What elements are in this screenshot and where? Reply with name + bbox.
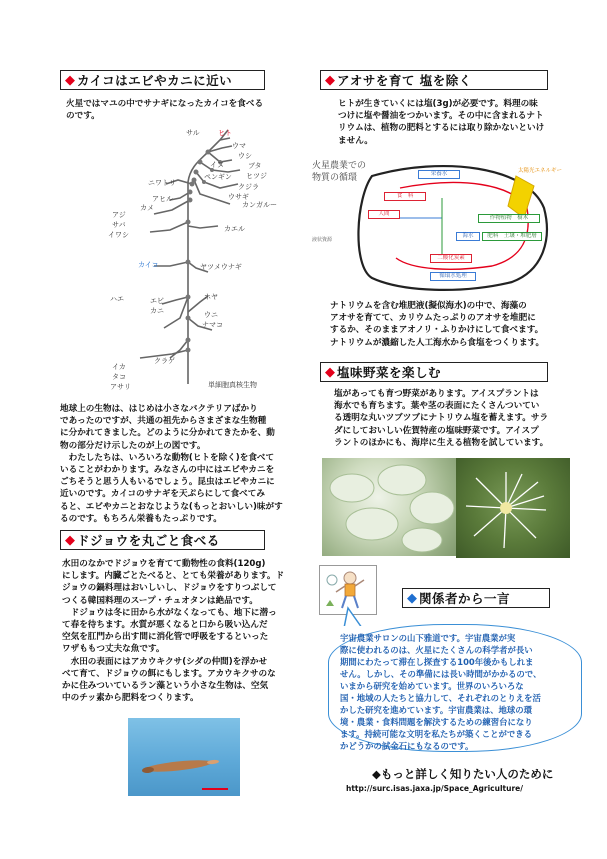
tree-label: カニ [150, 307, 164, 315]
loach-image [128, 718, 240, 796]
sea-body: ナトリウムを含む堆肥液(擬似海水)の中で、海藻の アオサを育てて、カリウムたっぷりのアオサを堆肥に するか、そのままアオノリ・ふりかけにして食べます。 ナトリウムが濃縮した人工海水から食塩をつくります。 [330, 301, 545, 348]
material-cycle-diagram [312, 158, 568, 298]
tree-label: カメ [140, 204, 154, 212]
silkworm-body: 地球上の生物は、はじめは小さなバクテリアばかり であったのですが、共通の祖先からさまざまな生物種 に分かれてきました。どのように分かれてきたかを、動 物の部分だけ示したのが上の図です。 わたしたちは、いろいろな動物(ヒトを除く)を食べて いることがわかります。みなさんの中にはエビやカニを ごちそうと思う人もいるでしょう。昆虫はエビやカニに 近いのです。カイコのサナギを天ぷらにして食べてみ ると、エビやカニとおなじような(もっとおいしい)味がす るのです。もちろん栄養もたっぷりです。 [60, 404, 283, 524]
tree-label: カンガルー [242, 201, 277, 209]
loach-photo [128, 718, 240, 796]
tree-label: ナマコ [202, 321, 223, 329]
tree-label: ウマ [232, 142, 246, 150]
cycle-box-top: 栄養水 [418, 170, 460, 179]
tree-label: ホヤ [204, 293, 218, 301]
section-header-silkworm [60, 70, 265, 90]
ice-plant-image [322, 458, 462, 556]
diamond-icon: ◆ [65, 532, 75, 548]
diamond-icon: ◆ [325, 72, 335, 88]
phylogenetic-tree [100, 122, 300, 387]
tree-label-silkworm: カイコ [138, 261, 159, 269]
cycle-box-seawater: 海水 [456, 232, 480, 241]
cycle-box-plants: 作物植物 樹木 [478, 214, 540, 223]
tree-label: サバ [112, 221, 126, 229]
tree-label: タコ [112, 373, 126, 381]
cycle-box-food: 食 料 [384, 192, 426, 201]
sea-intro: ヒトが生きていくには塩(3g)が必要です。料理の味 つけに塩や醤油をつかいます。その中に含まれるナト リウムは、植物の肥料とするには取り除かないといけ ません。 [338, 99, 545, 146]
section-title: ドジョウを丸ごと食べる [77, 533, 220, 548]
tree-label: ウシ [238, 152, 252, 160]
tree-label: アサリ [110, 383, 131, 391]
cycle-box-water: 循環水処理 [430, 272, 476, 281]
tree-label: クジラ [238, 183, 259, 191]
tree-label: クラゲ [154, 357, 175, 365]
section-title: 塩味野菜を楽しむ [337, 365, 442, 380]
tree-label: ヒツジ [246, 172, 267, 180]
tree-label: ニワトリ [148, 179, 176, 187]
cycle-bottom-label: 液状資源 [312, 237, 333, 243]
more-info [372, 766, 553, 782]
bubble-tail [340, 606, 370, 630]
ice-plant-flower-photo [456, 458, 570, 558]
tree-label: ウサギ [228, 193, 249, 201]
cycle-title: 物質の循環 [312, 173, 358, 183]
diamond-icon: ◆ [65, 72, 75, 88]
tree-label: ヤツメウナギ [200, 263, 242, 271]
veg-body: 塩があっても育つ野菜があります。アイスプラントは 海水でも育ちます。葉や茎の表面にたくさんついてい る透明な丸いツブツブにナトリウム塩を蓄えます。サラ ダにしておいしい佐賀特産の塩味野菜です。アイスプ ラントのほかにも、海岸に生える植物を試しています。 [334, 389, 549, 448]
tree-label: カエル [224, 225, 245, 233]
tree-label: アヒル [152, 195, 173, 203]
tree-label: ハエ [110, 295, 124, 303]
tree-label: イヌ [210, 161, 224, 169]
tree-label: ペンギン [204, 173, 232, 181]
loach-body: 水田のなかでドジョウを育てて動物性の食料(120g) にします。内臓ごとたべると、とても栄養があります。ド ジョウの鍋料理はおいしいし、ドジョウをすりつぶして つくる韓国料理のスープ・チュオタンは絶品です。 ドジョウは冬に田から水がなくなっても、地下に潜っ て春を待ちます。水質が悪くなると口から吸い込んだ 空気を肛門から出す間に消化管で呼吸をするといった ワザももつ丈夫な魚です。 水田の表面にはアカウキクサ(シダの仲間)を浮かせ べて育て、ドジョウの餌にもします。アカウキクサのな かに住みついているラン藻という小さな生物は、空気 中のチッ素から肥料をつくります。 [62, 559, 285, 704]
ice-plant-photo [322, 458, 462, 556]
diamond-icon: ◆ [407, 590, 417, 606]
comment-body: 宇宙農業サロンの山下雅道です。宇宙農業が実 際に使われるのは、火星にたくさんの科学者が長い 期間にわたって滞在し探査する100年後かもしれま せん。しかし、その準備には長い時間がかかるので、 いまから研究を始めています。世界のいろいろな 国・地域の人たちと協力して、それぞれのとりえを活 かした研究を進めています。宇宙農業は、地球の環 境・農業・食料問題を解決するための練習台になり ます。持続可能な文明を私たちが築くことができる かどうかの試金石にもなるのです。 [340, 633, 542, 751]
cycle-sun-label: 太陽光エネルギー [518, 168, 563, 174]
section-header-comment [402, 588, 550, 608]
section-header-loach [60, 530, 265, 550]
tree-label: イカ [112, 363, 126, 371]
tree-label: ブタ [248, 162, 262, 170]
silkworm-intro: 火星ではマユの中でサナギになったカイコを食べる のです。 [66, 99, 264, 122]
cycle-box-co2: 二酸化炭素 [430, 254, 472, 263]
info-url-link[interactable]: http://surc.isas.jaxa.jp/Space_Agriculture/ [346, 784, 523, 793]
diamond-icon: ◆ [325, 364, 335, 380]
tree-label: イワシ [108, 231, 129, 239]
cycle-box-human: 人間 [368, 210, 400, 219]
tree-label-human: ヒト [218, 129, 232, 137]
tree-label: アジ [112, 211, 126, 219]
tree-label: ウニ [204, 311, 218, 319]
tree-label: エビ [150, 297, 164, 305]
cycle-box-fertilizer: 肥料 土壌・堆肥層 [482, 232, 542, 241]
section-title: アオサを育て 塩を除く [337, 73, 472, 88]
cycle-title: 火星農業での [312, 161, 367, 171]
section-header-salty-veg [320, 362, 548, 382]
more-info-label: もっと詳しく知りたい人のために [380, 767, 554, 781]
section-header-sea-lettuce [320, 70, 548, 90]
flower-image [456, 458, 570, 558]
section-title: カイコはエビやカニに近い [77, 73, 233, 88]
tree-label: サル [186, 129, 200, 137]
tree-label: 単細胞真核生物 [208, 381, 257, 389]
diamond-icon: ◆ [372, 767, 381, 781]
section-title: 関係者から一言 [419, 591, 511, 606]
